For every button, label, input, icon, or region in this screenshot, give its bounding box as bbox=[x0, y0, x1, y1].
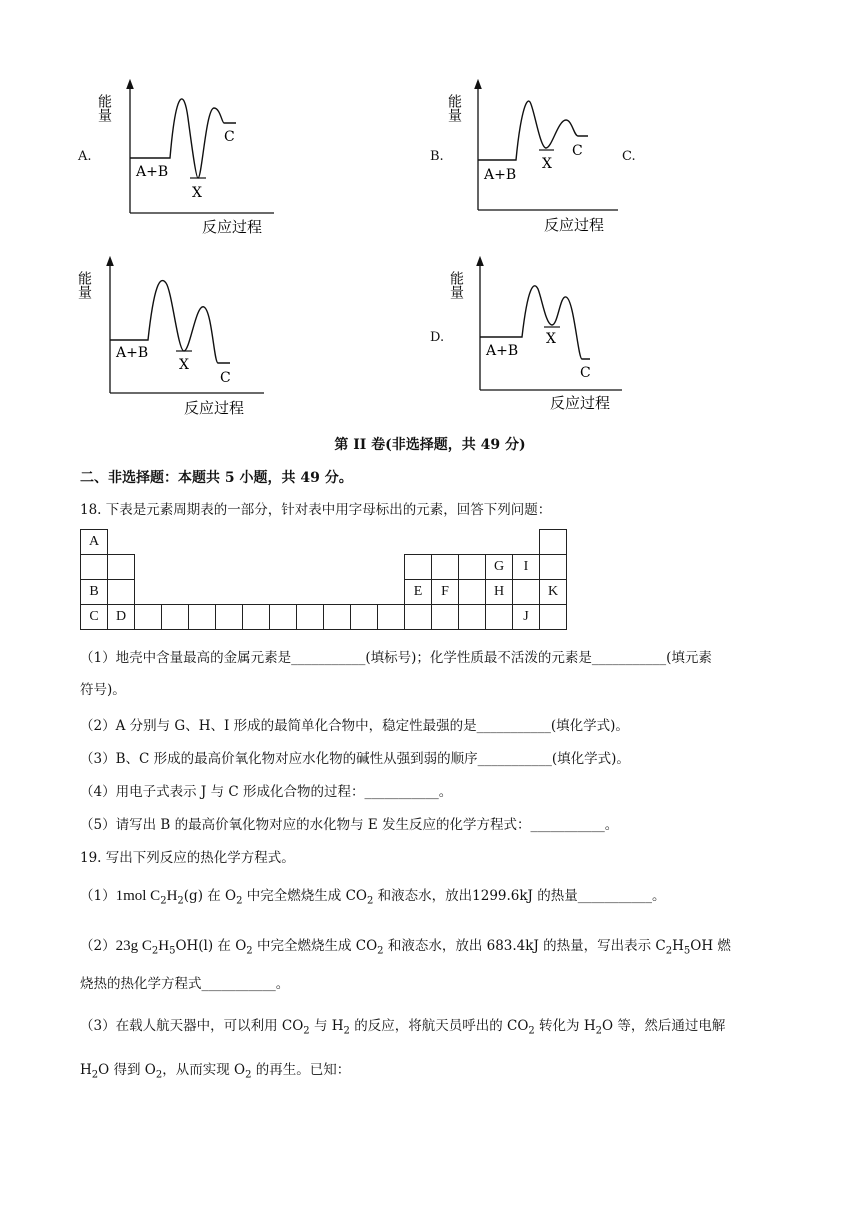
text: H bbox=[672, 938, 684, 954]
cell-d: D bbox=[108, 605, 135, 630]
intermediate-label: X bbox=[192, 185, 202, 201]
cell-g: G bbox=[486, 555, 513, 580]
text: H bbox=[158, 938, 170, 954]
text: OH 燃 bbox=[690, 938, 731, 954]
subscript: 2 bbox=[366, 895, 374, 907]
option-letter-c: C. bbox=[622, 149, 636, 164]
x-axis-label: 反应过程 bbox=[544, 216, 605, 234]
product-label: C bbox=[220, 370, 231, 386]
q19-part3-line2 bbox=[80, 1060, 350, 1086]
cell-h: H bbox=[486, 580, 513, 605]
text: O 得到 O bbox=[98, 1062, 156, 1078]
energy-diagram-b bbox=[448, 78, 628, 243]
x-axis-label: 反应过程 bbox=[550, 394, 611, 412]
q18-stem: 18. 下表是元素周期表的一部分，针对表中用字母标出的元素，回答下列问题： bbox=[80, 502, 552, 518]
cell-f: F bbox=[432, 580, 459, 605]
x-axis-label: 反应过程 bbox=[202, 218, 263, 236]
cell-c: C bbox=[81, 605, 108, 630]
subscript: 2 bbox=[343, 1025, 350, 1037]
option-letter-d: D. bbox=[430, 330, 445, 345]
q18-part1-line1: （1）地壳中含量最高的金属元素是___________(填标号)；化学性质最不活泼的元素是___________(填元素 bbox=[80, 650, 712, 666]
q19-part3-line1 bbox=[80, 1016, 725, 1042]
text: 在载人航天器中，可以利用 CO bbox=[115, 1018, 304, 1034]
text: O 等，然后通过电解 bbox=[602, 1018, 726, 1034]
text: 中完全燃烧生成 CO bbox=[242, 888, 367, 904]
periodic-table bbox=[80, 529, 567, 630]
option-letter-b: B. bbox=[430, 149, 444, 164]
text: (g) 在 O bbox=[183, 888, 237, 904]
y-axis-label: 能量 bbox=[76, 271, 92, 299]
text: 中完全燃烧生成 CO bbox=[252, 938, 378, 954]
text: OH(l) 在 O bbox=[175, 938, 247, 954]
cell-i: I bbox=[513, 555, 540, 580]
q18-part5: （5）请写出 B 的最高价氧化物对应的水化物与 E 发生反应的化学方程式：___________。 bbox=[80, 817, 619, 833]
subscript: 2 bbox=[377, 945, 384, 957]
y-axis-label: 能量 bbox=[96, 94, 112, 122]
reactant-label: A+B bbox=[136, 164, 169, 180]
section-heading: 二、非选择题：本题共 5 小题，共 49 分。 bbox=[80, 470, 353, 486]
y-axis-label: 能量 bbox=[446, 94, 462, 122]
reactant-label: A+B bbox=[116, 345, 149, 361]
subscript: 2 bbox=[246, 945, 253, 957]
text: H bbox=[166, 888, 178, 904]
y-axis-label: 能量 bbox=[448, 271, 464, 299]
subscript: 2 bbox=[303, 1025, 310, 1037]
subscript: 2 bbox=[160, 895, 167, 907]
subscript: 2 bbox=[665, 945, 673, 957]
text: 和液态水，放出1299.6kJ 的热量___________。 bbox=[373, 888, 666, 904]
subscript: 5 bbox=[683, 945, 691, 957]
q19-part2-line2: 烧热的热化学方程式___________。 bbox=[80, 976, 290, 992]
q18-part4: （4）用电子式表示 J 与 C 形成化合物的过程：___________。 bbox=[80, 784, 453, 800]
cell-j: J bbox=[513, 605, 540, 630]
text: 的再生。已知： bbox=[251, 1062, 351, 1078]
text: 与 H bbox=[309, 1018, 344, 1034]
intermediate-label: X bbox=[546, 331, 556, 347]
product-label: C bbox=[224, 129, 235, 145]
subscript: 2 bbox=[595, 1025, 602, 1037]
subscript: 2 bbox=[155, 1069, 163, 1081]
cell-k: K bbox=[540, 580, 567, 605]
cell-e: E bbox=[405, 580, 432, 605]
q19-part2-line1 bbox=[80, 936, 731, 962]
text: 和液态水，放出 683.4kJ 的热量，写出表示 C bbox=[383, 938, 666, 954]
part-number: （1） bbox=[80, 888, 116, 904]
text: 转化为 H bbox=[534, 1018, 596, 1034]
text: 的反应，将航天员呼出的 CO bbox=[349, 1018, 529, 1034]
reactant-label: A+B bbox=[484, 167, 517, 183]
text: ，从而实现 O bbox=[162, 1062, 246, 1078]
q18-part2: （2）A 分别与 G、H、I 形成的最简单化合物中，稳定性最强的是___________(填化学式)。 bbox=[80, 718, 629, 734]
text: H bbox=[80, 1062, 92, 1078]
subscript: 2 bbox=[528, 1025, 535, 1037]
q18-part3: （3）B、C 形成的最高价氧化物对应水化物的碱性从强到弱的顺序___________(填化学式)。 bbox=[80, 751, 630, 767]
text: 1mol C bbox=[115, 888, 161, 904]
energy-diagram-d bbox=[450, 255, 630, 420]
section-title: 第 II 卷(非选择题，共 49 分) bbox=[334, 437, 526, 453]
q19-stem: 19. 写出下列反应的热化学方程式。 bbox=[80, 850, 295, 866]
subscript: 2 bbox=[151, 945, 159, 957]
text: 23g C bbox=[115, 938, 152, 954]
option-letter-a: A. bbox=[78, 149, 92, 164]
x-axis-label: 反应过程 bbox=[184, 399, 245, 417]
subscript: 2 bbox=[245, 1069, 252, 1081]
energy-diagram-c bbox=[78, 255, 278, 420]
subscript: 2 bbox=[177, 895, 184, 907]
intermediate-label: X bbox=[179, 357, 189, 373]
cell-b: B bbox=[81, 580, 108, 605]
q18-part1-line2: 符号)。 bbox=[80, 682, 126, 698]
subscript: 5 bbox=[169, 945, 176, 957]
subscript: 2 bbox=[91, 1069, 99, 1081]
reactant-label: A+B bbox=[486, 343, 519, 359]
part-number: （3） bbox=[80, 1018, 116, 1034]
intermediate-label: X bbox=[542, 156, 552, 172]
cell-he bbox=[540, 530, 567, 555]
product-label: C bbox=[572, 143, 583, 159]
q19-part1 bbox=[80, 886, 666, 912]
subscript: 2 bbox=[236, 895, 243, 907]
product-label: C bbox=[580, 365, 591, 381]
cell-a: A bbox=[81, 530, 108, 555]
part-number: （2） bbox=[80, 938, 116, 954]
energy-diagram-a bbox=[98, 78, 278, 243]
